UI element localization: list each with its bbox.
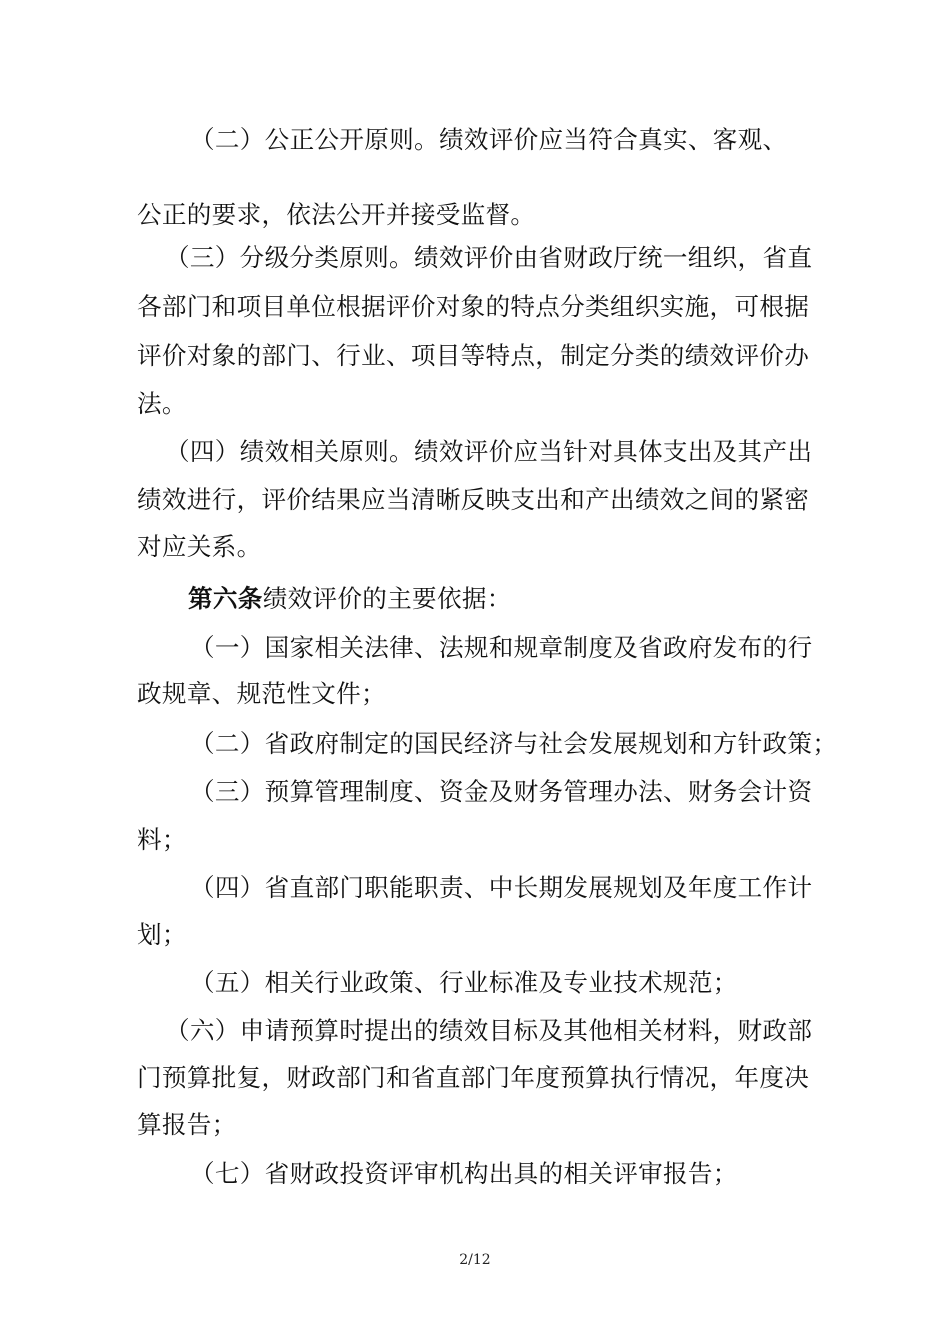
page-number: 2/12 bbox=[459, 1252, 491, 1268]
paragraph-line: （四）绩效相关原则。绩效评价应当针对具体支出及其产出 bbox=[165, 437, 813, 466]
paragraph-line: （二）公正公开原则。绩效评价应当符合真实、客观、 bbox=[190, 125, 788, 154]
article-heading: 第六条 bbox=[188, 584, 263, 613]
paragraph-line: （三）预算管理制度、资金及财务管理办法、财务会计资 bbox=[190, 777, 813, 806]
article-text: 绩效评价的主要依据： bbox=[262, 584, 512, 613]
paragraph-line: 各部门和项目单位根据评价对象的特点分类组织实施，可根据 bbox=[137, 292, 810, 321]
paragraph-line: 对应关系。 bbox=[137, 532, 262, 561]
paragraph-line: 公正的要求，依法公开并接受监督。 bbox=[137, 200, 536, 229]
paragraph-line: （五）相关行业政策、行业标准及专业技术规范； bbox=[190, 968, 738, 997]
paragraph-line: 政规章、规范性文件； bbox=[137, 679, 386, 708]
article-line bbox=[188, 582, 512, 616]
paragraph-line: 法。 bbox=[137, 389, 187, 418]
paragraph-line: 评价对象的部门、行业、项目等特点，制定分类的绩效评价办 bbox=[137, 341, 810, 370]
paragraph-line: （六）申请预算时提出的绩效目标及其他相关材料，财政部 bbox=[165, 1016, 813, 1045]
paragraph-line: （三）分级分类原则。绩效评价由省财政厅统一组织，省直 bbox=[165, 243, 813, 272]
paragraph-line: 划； bbox=[137, 920, 187, 949]
paragraph-line: （二）省政府制定的国民经济与社会发展规划和方针政策； bbox=[190, 729, 838, 758]
paragraph-line: （一）国家相关法律、法规和规章制度及省政府发布的行 bbox=[190, 633, 813, 662]
paragraph-line: 门预算批复，财政部门和省直部门年度预算执行情况，年度决 bbox=[137, 1063, 810, 1092]
paragraph-line: 绩效进行，评价结果应当清晰反映支出和产出绩效之间的紧密 bbox=[137, 485, 810, 514]
paragraph-line: （四）省直部门职能职责、中长期发展规划及年度工作计 bbox=[190, 873, 813, 902]
paragraph-line: 算报告； bbox=[137, 1110, 237, 1139]
paragraph-line: 料； bbox=[137, 825, 187, 854]
paragraph-line: （七）省财政投资评审机构出具的相关评审报告； bbox=[190, 1159, 738, 1188]
